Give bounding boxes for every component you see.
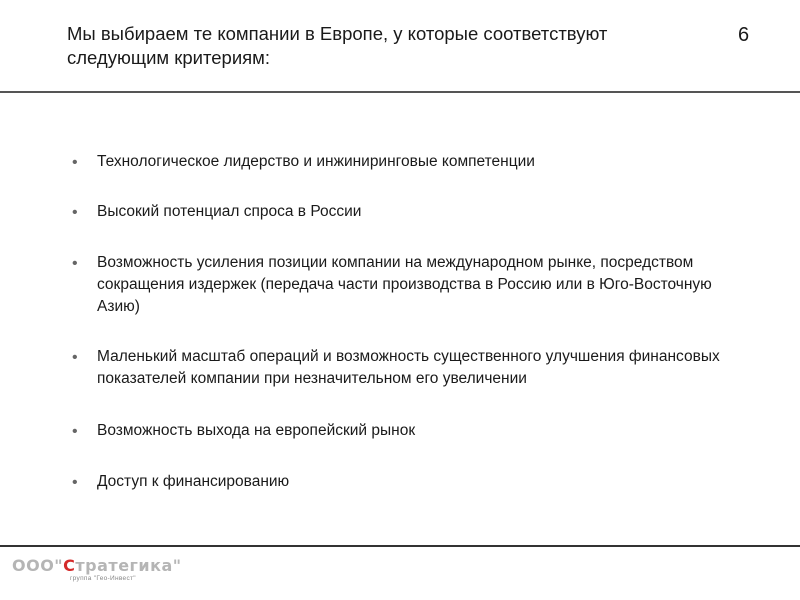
bullet-icon: • <box>72 423 78 440</box>
page-number: 6 <box>738 24 750 46</box>
list-item-text: Маленький масштаб операций и возможность существенного улучшения финансовых показателей компании при незначительном его увеличении <box>97 348 720 387</box>
logo-subtitle: группа "Гео-Инвест" <box>70 575 136 582</box>
list-item-text: Доступ к финансированию <box>97 473 290 490</box>
header-divider <box>0 91 800 93</box>
bullet-icon: • <box>72 474 78 491</box>
logo-brand-rest: тратегика <box>75 556 173 575</box>
logo-prefix: ООО" <box>12 556 64 575</box>
slide-title: Мы выбираем те компании в Европе, у которые соответствуют следующим критериям: <box>67 23 608 68</box>
bullet-icon: • <box>72 154 78 171</box>
list-item-text: Возможность выхода на европейский рынок <box>97 422 416 439</box>
bullet-icon: • <box>72 349 78 366</box>
company-logo <box>12 556 192 586</box>
list-item-text: Возможность усиления позиции компании на международном рынке, посредством сокращения издержек (передача части производства в Россию или в Юго-Восточную Азию) <box>97 254 712 315</box>
bullet-icon: • <box>72 204 78 221</box>
logo-brand-first: С <box>63 556 76 575</box>
bullet-icon: • <box>72 255 78 272</box>
list-item-text: Технологическое лидерство и инжиниринговые компетенции <box>97 153 535 170</box>
list-item-text: Высокий потенциал спроса в России <box>97 203 362 220</box>
footer-divider <box>0 545 800 547</box>
logo-wordmark <box>12 556 182 575</box>
logo-suffix: " <box>172 556 182 575</box>
